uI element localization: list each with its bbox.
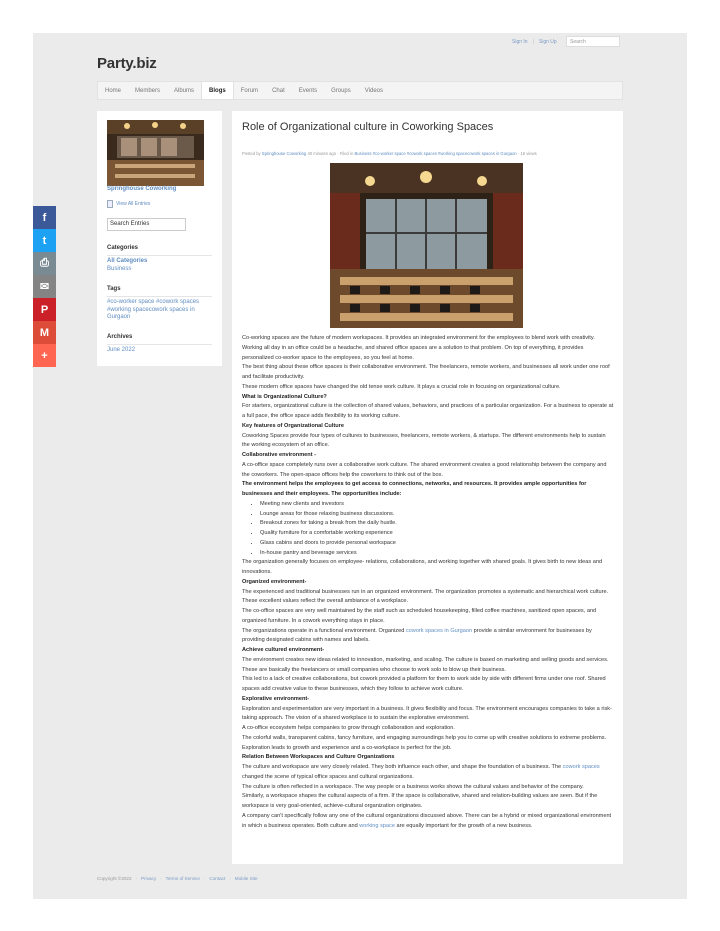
opportunities-list [242, 500, 614, 559]
print-icon: ⎙ [40, 257, 49, 269]
more-share-button[interactable] [33, 344, 56, 367]
meta-views: · 16 views [517, 151, 537, 156]
meta-prefix: Posted by [242, 151, 261, 156]
twitter-icon: t [42, 234, 47, 247]
view-all-entries[interactable] [107, 200, 150, 208]
paragraph [242, 812, 614, 832]
archives-heading: Archives [107, 334, 133, 340]
paragraph: The experienced and traditional businesses run in an organized environment. The organization promotes a systematic and hierarchical work culture. These excellent values reflect the overall ambiance of a workplace. [242, 588, 609, 605]
list-item: • Quality furniture for a comfortable working experience [260, 529, 614, 539]
text: changed the scene of typical office spaces and cultural organizations. [242, 773, 414, 780]
list-item: • Breakout zones for taking a break from the daily hustle. [260, 519, 614, 529]
paragraph: A co-office space completely runs over a collaborative work culture. The shared environment creates a good relationship between the company and the coworkers. The open-space offices help the coworkers to think out of the box. [242, 461, 607, 478]
paragraph: The culture is often reflected in a workspace. The way people or a business works shows the cultural values and behavior of the company. [242, 783, 584, 790]
divider [107, 296, 212, 297]
paragraph: These modern office spaces have changed the old tense work culture. It plays a crucial role in focusing on organizational culture. [242, 383, 561, 390]
divider [107, 344, 212, 345]
paragraph: The best thing about these office spaces is their collaborative environment. The freelancers, remote workers, and businesses all work under one roof and facilitate productivity. [242, 364, 610, 380]
cowork-spaces-gurgaon-link[interactable]: cowork spaces in Gurgaon [405, 627, 473, 634]
site-search-input[interactable]: Search [566, 36, 620, 47]
text: The organizations operate in a functional environment. Organized [242, 627, 406, 634]
section-heading: Explorative environment- [242, 695, 310, 702]
text: provide a similar environment for businesses by providing designated cabins with names and labels. [242, 627, 592, 644]
cowork-spaces-link[interactable]: cowork spaces [562, 764, 600, 770]
twitter-share-button[interactable] [33, 229, 56, 252]
list-item: • Lounge areas for those relaxing business discussions. [260, 510, 614, 520]
paragraph [242, 763, 614, 783]
paragraph: This led to a lack of creative collaborations, but cowork provided a platform for them to work side by side with different firms under one roof. Shared spaces add creative value to these businesses, which they follow to achieve work culture. [242, 676, 606, 692]
facebook-share-button[interactable] [33, 206, 56, 229]
email-share-button[interactable] [33, 275, 56, 298]
sign-in-link[interactable]: Sign In [512, 39, 528, 45]
sidebar [97, 111, 222, 366]
section-heading: Achieve cultured environment- [242, 647, 325, 653]
section-heading: Key features of Organizational Culture [242, 422, 344, 429]
paragraph: The co-office spaces are very well maintained by the staff such as scheduled housekeeping, filled coffee machines, sanitized open spaces, and organized furniture. In a cowork everything stays in place. [242, 608, 597, 624]
meta-author-link[interactable]: Springhouse Coworking [261, 151, 307, 156]
footer-contact-link[interactable]: Contact [209, 876, 226, 881]
paragraph: The colorful walls, transparent cabins, fancy furniture, and engaging surroundings help you to come up with creative solutions to extreme problems. Exploration leads to growth and experience and a co-workplace is perfect for the job. [242, 734, 607, 751]
paragraph: For starters, organizational culture is the collection of shared values, behaviors, and practices of a particular organization. For a business to operate at a full pace, the office space adds flexibility to its working culture. [242, 403, 614, 419]
footer [97, 876, 258, 881]
main-nav [97, 81, 623, 100]
email-icon: ✉ [39, 281, 50, 293]
post-hero-image [330, 163, 523, 328]
categories-heading: Categories [107, 245, 139, 251]
section-heading: Relation Between Workspaces and Culture Organizations [242, 754, 395, 761]
working-space-link[interactable]: working space [359, 822, 395, 829]
post-meta [242, 151, 537, 156]
meta-time: 40 minutes ago [307, 151, 337, 156]
footer-separator: · [203, 876, 206, 881]
more-share-icon: + [41, 349, 48, 362]
site-logo[interactable]: Party.biz [97, 55, 157, 72]
paragraph: A co-office ecosystem helps companies to grow through collaboration and exploration. [242, 725, 455, 731]
paragraph: The organization generally focuses on employee- relations, collaborations, and working together with shared goals. It gives birth to new ideas and innovations. [242, 559, 603, 575]
nav-item-forum[interactable]: Forum [240, 87, 259, 94]
facebook-icon: f [42, 211, 47, 224]
list-item: • In-house pantry and beverage services [260, 549, 614, 559]
text: A company can't specifically follow any one of the cultural organizations discussed above. There can be a hybrid or mixed organizational environment in which a business operates. Both culture and [242, 812, 612, 829]
meta-category-link[interactable]: Business [354, 151, 372, 156]
meta-tags-link[interactable]: #co-worker space #cowork spaces #working spacecowork spaces in Gurgaon [372, 151, 517, 156]
category-business[interactable]: Business [107, 266, 132, 272]
top-links-separator: | [532, 39, 534, 45]
nav-item-events[interactable]: Events [298, 87, 318, 94]
paragraph: Similarly, a workspace shapes the cultural aspects of a firm. If the space is collaborative, shared and relation-building values are seen. But if the workspace is very goal-oriented, achieve-cultural organization originates. [242, 793, 598, 809]
post-title: Role of Organizational culture in Coworking Spaces [242, 121, 494, 133]
author-photo[interactable] [107, 120, 204, 186]
list-item: • Glass cabins and doors to provide personal workspace [260, 539, 614, 549]
nav-item-videos[interactable]: Videos [364, 87, 384, 94]
tags-heading: Tags [107, 286, 121, 292]
divider [107, 255, 212, 256]
tag-list[interactable]: #co-worker space #cowork spaces #working spacecowork spaces in Gurgaon [107, 299, 200, 320]
nav-item-blogs[interactable]: Blogs [201, 82, 234, 99]
view-all-entries-label: View All Entries [116, 201, 151, 207]
meta-filed: · Filed in [337, 151, 354, 156]
nav-item-groups[interactable]: Groups [331, 87, 351, 94]
archive-june-2022[interactable]: June 2022 [107, 347, 136, 353]
footer-separator: · [229, 876, 231, 881]
nav-item-members[interactable]: Members [135, 87, 161, 94]
top-links [512, 39, 557, 45]
paragraph: The environment creates new ideas related to innovation, marketing, and scaling. The culture is based on marketing and selling goods and services. These are basically the freelancers or small companies who choose to work solo to blow up their business. [242, 656, 609, 673]
section-heading: What is Organizational Culture? [242, 393, 327, 400]
category-all[interactable]: All Categories [107, 258, 148, 264]
section-heading: Collaborative environment - [242, 452, 316, 458]
document-icon [107, 200, 113, 208]
footer-privacy-link[interactable]: Privacy [141, 876, 157, 881]
nav-item-albums[interactable]: Albums [174, 87, 195, 94]
text: are equally important for the growth of a new business. [395, 822, 533, 829]
paragraph: Co-working spaces are the future of modern workspaces. It provides an integrated environment for the employees to blend work with creativity. Working all day in an office could be a headache, and shared office spaces are a solution to that problem. On top of everything, it provides personalized co-worker space to the employees, so you feel at home. [242, 335, 595, 361]
gmail-icon: M [39, 326, 50, 339]
nav-item-chat[interactable]: Chat [272, 87, 285, 94]
print-share-button[interactable] [33, 252, 56, 275]
sign-up-link[interactable]: Sign Up [538, 39, 557, 45]
paragraph: Coworking Spaces provide four types of cultures to businesses, freelancers, remote workers, & startups. The different environments help to sustain the working ecosystem of an office. [242, 432, 606, 449]
footer-mobile-link[interactable]: Mobile Site [234, 876, 258, 881]
list-item: • Meeting new clients and investors [260, 500, 614, 510]
footer-separator: · [135, 876, 138, 881]
nav-item-home[interactable]: Home [105, 87, 122, 94]
pinterest-share-button[interactable] [33, 298, 56, 321]
copyright: Copyright ©2022 [97, 876, 132, 881]
gmail-share-button[interactable] [33, 321, 56, 344]
footer-separator: · [160, 876, 162, 881]
post-body [242, 334, 614, 831]
author-name[interactable]: Springhouse Coworking [107, 186, 177, 192]
text: The culture and workspace are very closely related. They both influence each other, and shape the foundation of a business. The [242, 764, 562, 770]
paragraph: Exploration and experimentation are very important in a business. It gives flexibility and focus. The environment encourages companies to take a risk-taking approach. The vision of a shared workplace is to sustain the explorative environment. [242, 705, 612, 722]
pinterest-icon: P [40, 303, 49, 316]
entries-search-input[interactable]: Search Entries [107, 218, 186, 231]
bold-paragraph: The environment helps the employees to get access to connections, networks, and resources. It provides ample opportunities for businesses and their employees. The opportunities include: [242, 481, 587, 497]
paragraph [242, 627, 614, 647]
footer-terms-link[interactable]: Terms of Service [165, 876, 200, 881]
section-heading: Organized environment- [242, 578, 307, 585]
